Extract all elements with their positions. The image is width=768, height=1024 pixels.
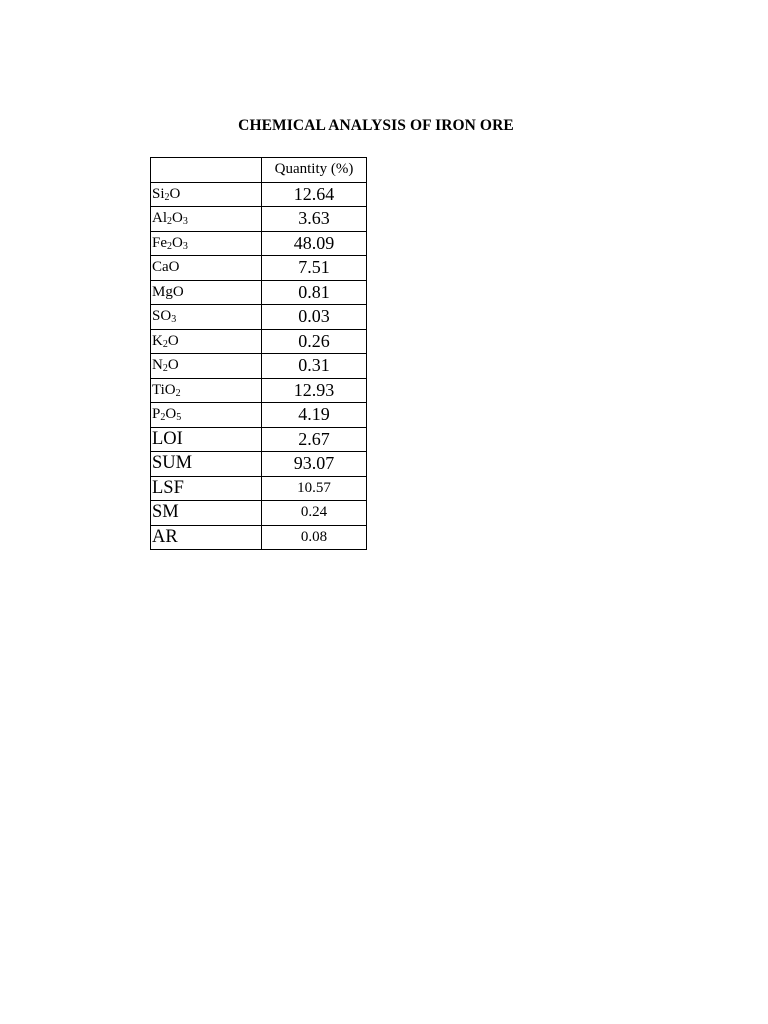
quantity-value-cell: 10.57	[262, 476, 367, 501]
compound-name-cell	[151, 501, 262, 526]
formula-subscript: 2	[167, 240, 172, 252]
compound-name-cell	[151, 182, 262, 207]
table-row	[151, 452, 367, 477]
quantity-value-cell: 7.51	[262, 256, 367, 281]
formula-text: SO	[152, 308, 172, 325]
compound-name-cell	[151, 207, 262, 232]
table-header-row	[151, 158, 367, 183]
quantity-value-cell: 4.19	[262, 403, 367, 428]
compound-name-cell	[151, 378, 262, 403]
header-name-cell	[151, 158, 262, 183]
formula-text: O	[169, 185, 181, 202]
table-body	[151, 158, 367, 550]
table-row	[151, 354, 367, 379]
formula-text: P	[152, 406, 161, 423]
formula-subscript: 5	[176, 412, 182, 424]
table-row	[151, 256, 367, 281]
table-row	[151, 476, 367, 501]
formula-subscript: 3	[182, 240, 188, 252]
compound-name-cell	[151, 329, 262, 354]
formula-subscript: 2	[162, 338, 168, 350]
compound-name-cell	[151, 305, 262, 330]
quantity-value-cell: 93.07	[262, 452, 367, 477]
formula-text: SUM	[152, 453, 193, 474]
formula-text: Fe	[152, 234, 167, 251]
quantity-value-cell: 0.08	[262, 525, 367, 550]
formula-text: N	[152, 357, 163, 374]
formula-subscript: 2	[175, 387, 181, 399]
table-row	[151, 280, 367, 305]
table-row	[151, 182, 367, 207]
quantity-value-cell: 3.63	[262, 207, 367, 232]
formula-text: O	[172, 210, 183, 227]
table-row	[151, 305, 367, 330]
formula-text: LOI	[152, 428, 183, 449]
header-quantity-cell: Quantity (%)	[262, 158, 367, 183]
page-title: CHEMICAL ANALYSIS OF IRON ORE	[238, 117, 514, 134]
formula-text: O	[167, 332, 179, 349]
compound-name-cell	[151, 476, 262, 501]
formula-subscript: 3	[171, 314, 177, 326]
table-row	[151, 207, 367, 232]
table-row	[151, 403, 367, 428]
table-row	[151, 427, 367, 452]
formula-text: AR	[152, 526, 178, 547]
formula-text: SM	[152, 502, 179, 523]
quantity-value-cell: 0.24	[262, 501, 367, 526]
compound-name-cell	[151, 525, 262, 550]
formula-text: Al	[152, 210, 167, 227]
quantity-value-cell: 0.26	[262, 329, 367, 354]
formula-text: CaO	[152, 259, 180, 276]
table-row	[151, 501, 367, 526]
compound-name-cell	[151, 403, 262, 428]
formula-text: O	[167, 357, 179, 374]
compound-name-cell	[151, 354, 262, 379]
formula-subscript: 2	[167, 216, 172, 228]
quantity-value-cell: 12.93	[262, 378, 367, 403]
table-row	[151, 378, 367, 403]
quantity-value-cell: 0.03	[262, 305, 367, 330]
compound-name-cell	[151, 231, 262, 256]
compound-name-cell	[151, 427, 262, 452]
table-row	[151, 231, 367, 256]
table-row	[151, 525, 367, 550]
formula-subscript: 2	[160, 412, 166, 424]
compound-name-cell	[151, 280, 262, 305]
formula-subscript: 2	[162, 363, 168, 375]
analysis-table	[150, 157, 367, 550]
formula-subscript: 3	[182, 216, 188, 228]
formula-text: LSF	[152, 477, 184, 498]
formula-text: O	[172, 234, 183, 251]
formula-text: O	[165, 406, 177, 423]
quantity-value-cell: 2.67	[262, 427, 367, 452]
formula-text: MgO	[152, 283, 184, 300]
quantity-value-cell: 48.09	[262, 231, 367, 256]
quantity-value-cell: 0.31	[262, 354, 367, 379]
quantity-value-cell: 12.64	[262, 182, 367, 207]
formula-subscript: 2	[164, 191, 170, 203]
compound-name-cell	[151, 452, 262, 477]
quantity-value-cell: 0.81	[262, 280, 367, 305]
table-row	[151, 329, 367, 354]
formula-text: Si	[152, 185, 165, 202]
formula-text: TiO	[152, 381, 176, 398]
formula-text: K	[152, 332, 163, 349]
compound-name-cell	[151, 256, 262, 281]
